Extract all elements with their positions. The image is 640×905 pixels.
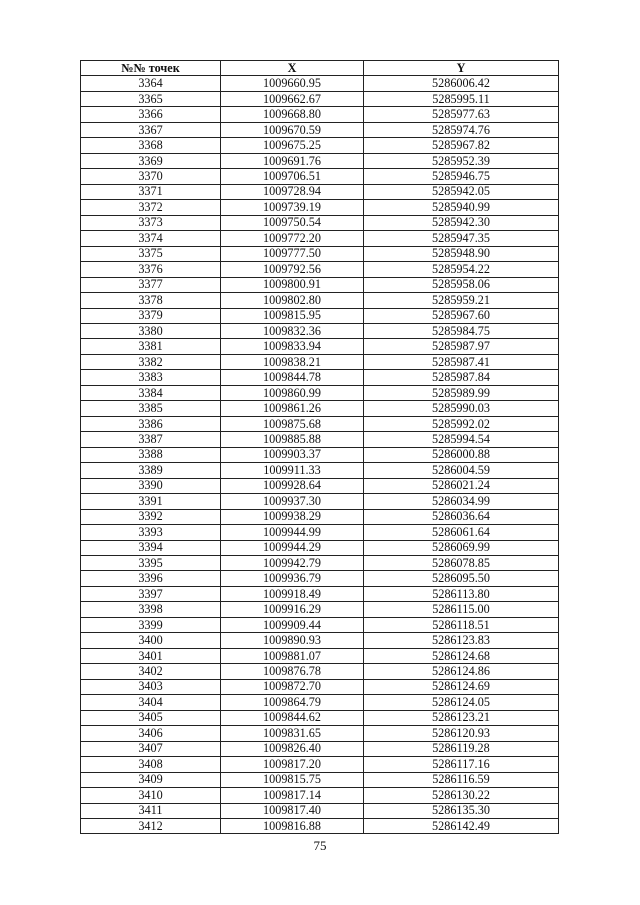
cell-point-number: 3380: [81, 323, 221, 338]
table-row: [81, 153, 559, 168]
cell-point-number: 3397: [81, 586, 221, 601]
cell-x: 1009831.65: [221, 726, 364, 741]
cell-x: 1009916.29: [221, 602, 364, 617]
cell-x: 1009876.78: [221, 664, 364, 679]
cell-x: 1009670.59: [221, 122, 364, 137]
cell-y: 5285977.63: [364, 107, 559, 122]
cell-y: 5286061.64: [364, 525, 559, 540]
cell-point-number: 3372: [81, 200, 221, 215]
cell-y: 5285995.11: [364, 91, 559, 106]
cell-point-number: 3367: [81, 122, 221, 137]
cell-point-number: 3370: [81, 169, 221, 184]
cell-point-number: 3410: [81, 788, 221, 803]
table-row: [81, 741, 559, 756]
cell-point-number: 3375: [81, 246, 221, 261]
table-row: [81, 494, 559, 509]
cell-y: 5286130.22: [364, 788, 559, 803]
table-row: [81, 246, 559, 261]
cell-y: 5286118.51: [364, 617, 559, 632]
cell-point-number: 3401: [81, 648, 221, 663]
cell-point-number: 3371: [81, 184, 221, 199]
table-header-row: [81, 61, 559, 76]
cell-point-number: 3403: [81, 679, 221, 694]
cell-y: 5286021.24: [364, 478, 559, 493]
cell-point-number: 3387: [81, 432, 221, 447]
cell-x: 1009890.93: [221, 633, 364, 648]
cell-x: 1009815.95: [221, 308, 364, 323]
cell-point-number: 3386: [81, 416, 221, 431]
cell-x: 1009826.40: [221, 741, 364, 756]
page-number: 75: [313, 838, 327, 853]
cell-point-number: 3411: [81, 803, 221, 818]
cell-point-number: 3385: [81, 401, 221, 416]
cell-point-number: 3412: [81, 818, 221, 833]
cell-x: 1009860.99: [221, 385, 364, 400]
cell-point-number: 3398: [81, 602, 221, 617]
table-row: [81, 76, 559, 91]
cell-x: 1009815.75: [221, 772, 364, 787]
cell-x: 1009942.79: [221, 556, 364, 571]
table-row: [81, 710, 559, 725]
cell-x: 1009872.70: [221, 679, 364, 694]
cell-point-number: 3405: [81, 710, 221, 725]
cell-point-number: 3393: [81, 525, 221, 540]
cell-x: 1009691.76: [221, 153, 364, 168]
table-row: [81, 788, 559, 803]
cell-x: 1009817.20: [221, 757, 364, 772]
cell-x: 1009772.20: [221, 231, 364, 246]
cell-y: 5285987.97: [364, 339, 559, 354]
cell-x: 1009938.29: [221, 509, 364, 524]
cell-y: 5285948.90: [364, 246, 559, 261]
cell-point-number: 3373: [81, 215, 221, 230]
table-row: [81, 525, 559, 540]
cell-y: 5285967.82: [364, 138, 559, 153]
cell-point-number: 3394: [81, 540, 221, 555]
table-row: [81, 200, 559, 215]
table-row: [81, 571, 559, 586]
cell-x: 1009838.21: [221, 354, 364, 369]
cell-y: 5285990.03: [364, 401, 559, 416]
cell-y: 5285984.75: [364, 323, 559, 338]
table-row: [81, 107, 559, 122]
table-row: [81, 648, 559, 663]
cell-y: 5286119.28: [364, 741, 559, 756]
cell-x: 1009728.94: [221, 184, 364, 199]
cell-y: 5286078.85: [364, 556, 559, 571]
cell-y: 5286124.68: [364, 648, 559, 663]
cell-y: 5285989.99: [364, 385, 559, 400]
cell-point-number: 3400: [81, 633, 221, 648]
cell-point-number: 3390: [81, 478, 221, 493]
cell-y: 5286069.99: [364, 540, 559, 555]
cell-y: 5285967.60: [364, 308, 559, 323]
cell-point-number: 3391: [81, 494, 221, 509]
cell-x: 1009875.68: [221, 416, 364, 431]
cell-y: 5286124.69: [364, 679, 559, 694]
cell-point-number: 3409: [81, 772, 221, 787]
table-row: [81, 478, 559, 493]
header-x: X: [221, 61, 364, 76]
coordinates-table: [80, 60, 559, 834]
cell-y: 5286142.49: [364, 818, 559, 833]
cell-y: 5285992.02: [364, 416, 559, 431]
cell-y: 5286115.00: [364, 602, 559, 617]
cell-y: 5285987.41: [364, 354, 559, 369]
table-row: [81, 633, 559, 648]
cell-y: 5286006.42: [364, 76, 559, 91]
cell-point-number: 3376: [81, 262, 221, 277]
table-row: [81, 262, 559, 277]
cell-x: 1009844.78: [221, 370, 364, 385]
table-body: [81, 76, 559, 834]
table-row: [81, 416, 559, 431]
cell-point-number: 3402: [81, 664, 221, 679]
table-row: [81, 169, 559, 184]
table-row: [81, 354, 559, 369]
cell-y: 5285958.06: [364, 277, 559, 292]
cell-y: 5286124.05: [364, 695, 559, 710]
cell-y: 5286036.64: [364, 509, 559, 524]
table-row: [81, 432, 559, 447]
table-row: [81, 540, 559, 555]
table-row: [81, 803, 559, 818]
table-row: [81, 277, 559, 292]
cell-y: 5285954.22: [364, 262, 559, 277]
cell-y: 5286034.99: [364, 494, 559, 509]
cell-x: 1009881.07: [221, 648, 364, 663]
cell-x: 1009937.30: [221, 494, 364, 509]
table-row: [81, 138, 559, 153]
cell-point-number: 3388: [81, 447, 221, 462]
cell-point-number: 3408: [81, 757, 221, 772]
cell-point-number: 3395: [81, 556, 221, 571]
table-row: [81, 818, 559, 833]
table-row: [81, 385, 559, 400]
cell-x: 1009662.67: [221, 91, 364, 106]
cell-x: 1009861.26: [221, 401, 364, 416]
cell-y: 5286124.86: [364, 664, 559, 679]
table-row: [81, 556, 559, 571]
table-row: [81, 772, 559, 787]
cell-x: 1009750.54: [221, 215, 364, 230]
cell-x: 1009885.88: [221, 432, 364, 447]
table-row: [81, 323, 559, 338]
header-point-number: №№ точек: [81, 61, 221, 76]
cell-x: 1009675.25: [221, 138, 364, 153]
table-row: [81, 679, 559, 694]
cell-x: 1009918.49: [221, 586, 364, 601]
table-row: [81, 308, 559, 323]
cell-x: 1009909.44: [221, 617, 364, 632]
table-row: [81, 586, 559, 601]
cell-x: 1009792.56: [221, 262, 364, 277]
table-row: [81, 215, 559, 230]
table-row: [81, 602, 559, 617]
cell-point-number: 3378: [81, 293, 221, 308]
cell-y: 5286113.80: [364, 586, 559, 601]
cell-point-number: 3374: [81, 231, 221, 246]
cell-point-number: 3382: [81, 354, 221, 369]
cell-y: 5286004.59: [364, 463, 559, 478]
cell-y: 5285942.30: [364, 215, 559, 230]
cell-x: 1009802.80: [221, 293, 364, 308]
cell-point-number: 3406: [81, 726, 221, 741]
cell-point-number: 3389: [81, 463, 221, 478]
cell-x: 1009911.33: [221, 463, 364, 478]
cell-point-number: 3407: [81, 741, 221, 756]
cell-y: 5286116.59: [364, 772, 559, 787]
cell-point-number: 3365: [81, 91, 221, 106]
cell-y: 5286123.83: [364, 633, 559, 648]
cell-point-number: 3396: [81, 571, 221, 586]
cell-y: 5286120.93: [364, 726, 559, 741]
cell-y: 5286117.16: [364, 757, 559, 772]
cell-y: 5285942.05: [364, 184, 559, 199]
table-row: [81, 757, 559, 772]
cell-y: 5286123.21: [364, 710, 559, 725]
cell-x: 1009800.91: [221, 277, 364, 292]
cell-y: 5285940.99: [364, 200, 559, 215]
cell-point-number: 3368: [81, 138, 221, 153]
table-row: [81, 463, 559, 478]
cell-x: 1009816.88: [221, 818, 364, 833]
cell-x: 1009903.37: [221, 447, 364, 462]
cell-y: 5285946.75: [364, 169, 559, 184]
cell-point-number: 3366: [81, 107, 221, 122]
table-row: [81, 664, 559, 679]
table-row: [81, 91, 559, 106]
cell-x: 1009844.62: [221, 710, 364, 725]
cell-point-number: 3381: [81, 339, 221, 354]
table-row: [81, 122, 559, 137]
cell-x: 1009864.79: [221, 695, 364, 710]
cell-y: 5285974.76: [364, 122, 559, 137]
table-row: [81, 293, 559, 308]
cell-point-number: 3383: [81, 370, 221, 385]
table-row: [81, 447, 559, 462]
cell-x: 1009944.29: [221, 540, 364, 555]
cell-x: 1009833.94: [221, 339, 364, 354]
cell-x: 1009660.95: [221, 76, 364, 91]
cell-y: 5285947.35: [364, 231, 559, 246]
cell-x: 1009928.64: [221, 478, 364, 493]
cell-point-number: 3379: [81, 308, 221, 323]
cell-x: 1009706.51: [221, 169, 364, 184]
cell-y: 5285987.84: [364, 370, 559, 385]
table-row: [81, 695, 559, 710]
cell-y: 5285959.21: [364, 293, 559, 308]
cell-point-number: 3377: [81, 277, 221, 292]
cell-x: 1009944.99: [221, 525, 364, 540]
cell-y: 5286135.30: [364, 803, 559, 818]
cell-point-number: 3404: [81, 695, 221, 710]
cell-y: 5285994.54: [364, 432, 559, 447]
cell-y: 5285952.39: [364, 153, 559, 168]
table-row: [81, 184, 559, 199]
cell-point-number: 3369: [81, 153, 221, 168]
table-row: [81, 370, 559, 385]
cell-y: 5286095.50: [364, 571, 559, 586]
header-y: Y: [364, 61, 559, 76]
cell-x: 1009817.14: [221, 788, 364, 803]
table-row: [81, 339, 559, 354]
cell-point-number: 3384: [81, 385, 221, 400]
cell-x: 1009936.79: [221, 571, 364, 586]
table-row: [81, 617, 559, 632]
table-row: [81, 726, 559, 741]
cell-x: 1009739.19: [221, 200, 364, 215]
cell-point-number: 3399: [81, 617, 221, 632]
cell-point-number: 3364: [81, 76, 221, 91]
table-row: [81, 401, 559, 416]
table-row: [81, 509, 559, 524]
cell-point-number: 3392: [81, 509, 221, 524]
cell-y: 5286000.88: [364, 447, 559, 462]
cell-x: 1009668.80: [221, 107, 364, 122]
cell-x: 1009832.36: [221, 323, 364, 338]
cell-x: 1009777.50: [221, 246, 364, 261]
cell-x: 1009817.40: [221, 803, 364, 818]
table-row: [81, 231, 559, 246]
